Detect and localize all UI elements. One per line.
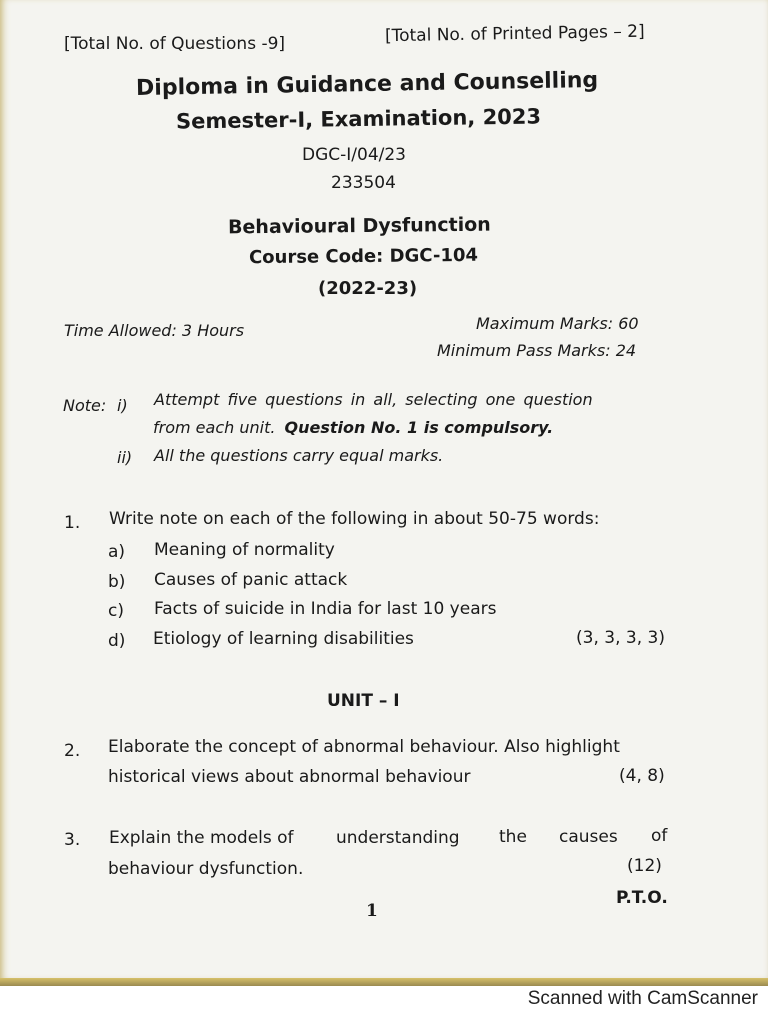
q1-marks: (3, 3, 3, 3)	[576, 628, 665, 648]
q2-text-line1: Elaborate the concept of abnormal behaviour. Also highlight	[108, 737, 620, 757]
maximum-marks: Maximum Marks: 60	[476, 314, 639, 333]
note-i-text-cont	[153, 418, 553, 437]
q2-number: 2.	[64, 741, 81, 761]
q3-number: 3.	[64, 830, 81, 850]
q3-marks: (12)	[627, 856, 662, 876]
note-i-compulsory: Question No. 1 is compulsory.	[284, 418, 554, 437]
minimum-pass-marks: Minimum Pass Marks: 24	[437, 341, 637, 360]
note-label: Note:	[63, 396, 107, 415]
total-printed-pages: [Total No. of Printed Pages – 2]	[384, 21, 645, 47]
note-i-text-plain: from each unit.	[153, 418, 276, 437]
paper-bottom-edge	[0, 978, 768, 986]
subject-name: Behavioural Dysfunction	[227, 213, 491, 239]
q3-word-4: causes	[559, 827, 618, 847]
q1a-text: Meaning of normality	[154, 540, 335, 560]
total-questions: [Total No. of Questions -9]	[64, 34, 286, 54]
q1d-text: Etiology of learning disabilities	[153, 629, 414, 649]
note-marker-ii: ii)	[117, 448, 133, 467]
session: (2022-23)	[318, 278, 418, 299]
unit-1-heading: UNIT – I	[327, 691, 400, 711]
course-code: Course Code: DGC-104	[248, 244, 479, 269]
q1a-label: a)	[108, 542, 126, 562]
programme-title: Diploma in Guidance and Counselling	[135, 67, 599, 102]
q1d-label: d)	[108, 631, 126, 651]
paper-code: DGC-I/04/23	[302, 145, 407, 165]
q3-word-5: of	[651, 826, 668, 846]
exam-title: Semester-I, Examination, 2023	[175, 104, 542, 134]
note-marker-i: i)	[117, 396, 128, 415]
q1b-label: b)	[108, 572, 126, 592]
note-i-text: Attempt five questions in all, selecting one question	[154, 390, 593, 409]
note-ii-text: All the questions carry equal marks.	[154, 446, 444, 465]
pto-label: P.T.O.	[616, 888, 668, 908]
q1c-text: Facts of suicide in India for last 10 years	[154, 599, 497, 619]
q1-text: Write note on each of the following in about 50-75 words:	[109, 509, 600, 529]
q3-word-1: Explain the models of	[109, 828, 294, 848]
q1c-label: c)	[108, 601, 124, 621]
q1-number: 1.	[64, 513, 81, 533]
q3-text-line2: behaviour dysfunction.	[108, 859, 304, 879]
paper-number: 233504	[331, 173, 396, 193]
q1b-text: Causes of panic attack	[154, 570, 348, 590]
q3-word-2: understanding	[336, 828, 460, 848]
time-allowed: Time Allowed: 3 Hours	[64, 321, 245, 340]
camscanner-watermark: Scanned with CamScanner	[527, 988, 758, 1009]
page-number: 1	[366, 901, 378, 921]
q2-marks: (4, 8)	[619, 766, 665, 786]
q3-word-3: the	[499, 827, 527, 847]
q2-text-line2: historical views about abnormal behaviour	[108, 767, 471, 787]
